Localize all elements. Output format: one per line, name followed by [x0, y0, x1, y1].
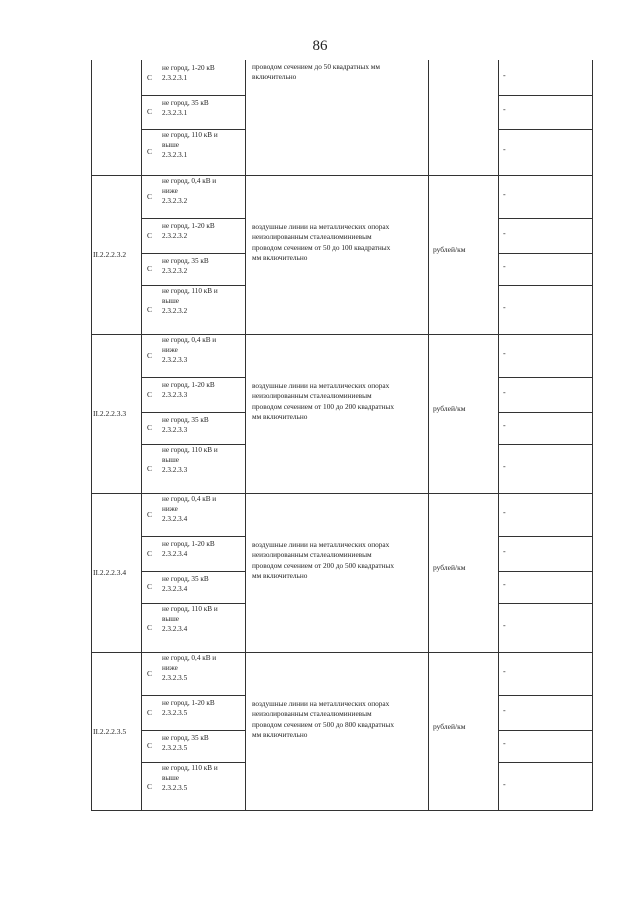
table-horizontal-rule [498, 253, 593, 254]
sub-item-cell [141, 218, 245, 253]
sub-item-mark: С [147, 548, 153, 558]
sub-item-mark: С [147, 509, 153, 519]
sub-item-line: 2.3.2.3.4 [162, 625, 188, 633]
sub-item-cell [141, 253, 245, 285]
sub-item-line: не город, 110 кВ и [162, 287, 218, 295]
tariff-table [91, 60, 593, 810]
value-text: - [503, 580, 506, 589]
description-line: проводом сечением от 100 до 200 квадратных [252, 401, 394, 411]
sub-item-cell [141, 536, 245, 571]
row-code: II.2.2.2.3.4 [93, 568, 127, 577]
sub-item-cell [141, 571, 245, 603]
sub-item-text [162, 63, 215, 83]
sub-item-cell [141, 175, 245, 218]
sub-item-mark: С [147, 423, 153, 432]
value-text: - [503, 70, 506, 80]
sub-item-mark: С [147, 107, 153, 116]
sub-item-line: не город, 0,4 кВ и [162, 654, 217, 662]
sub-item-cell [141, 285, 245, 334]
table-vertical-rule [592, 60, 593, 811]
sub-item-text [162, 98, 209, 118]
description-text [252, 222, 390, 263]
sub-item-line: не город, 35 кВ [162, 734, 209, 742]
unit-cell: рублей/км [433, 721, 466, 731]
sub-item-line: 2.3.2.3.4 [162, 585, 188, 593]
value-cell [498, 95, 593, 129]
value-cell [498, 695, 593, 730]
value-cell [498, 285, 593, 334]
sub-item-cell [141, 95, 245, 129]
table-horizontal-rule [141, 412, 245, 413]
description-line: неизолированным сталеалюминиевым [252, 550, 372, 560]
sub-item-mark: С [147, 191, 153, 201]
sub-item-cell [141, 603, 245, 652]
sub-item-mark: С [147, 707, 153, 717]
value-cell [498, 762, 593, 811]
description-line: воздушные линии на металлических опорах [252, 699, 390, 708]
description-line: мм включительно [252, 411, 308, 421]
sub-item-line: не город, 35 кВ [162, 257, 209, 265]
table-horizontal-rule [141, 730, 245, 731]
unit-cell: рублей/км [433, 562, 466, 572]
description-text [252, 699, 394, 740]
sub-item-line: ниже [162, 346, 178, 354]
description-line: воздушные линии на металлических опорах [252, 540, 390, 549]
value-cell [498, 730, 593, 762]
description-cell [245, 652, 428, 811]
sub-item-line: ниже [162, 664, 178, 672]
sub-item-line: выше [162, 297, 179, 305]
value-text: - [503, 228, 506, 238]
table-horizontal-rule [141, 603, 245, 604]
sub-item-cell [141, 444, 245, 493]
table-horizontal-rule [141, 762, 245, 763]
sub-item-text [162, 653, 216, 683]
sub-item-line: 2.3.2.3.2 [162, 232, 188, 240]
sub-item-line: 2.3.2.3.2 [162, 307, 188, 315]
row-code: II.2.2.2.3.2 [93, 250, 127, 259]
sub-item-line: не город, 1-20 кВ [162, 222, 215, 230]
table-horizontal-rule [498, 412, 593, 413]
sub-item-text [162, 286, 218, 316]
sub-item-line: 2.3.2.3.5 [162, 784, 188, 792]
value-cell [498, 218, 593, 253]
sub-item-cell [141, 334, 245, 377]
sub-item-line: 2.3.2.3.3 [162, 426, 188, 434]
sub-item-line: не город, 35 кВ [162, 575, 209, 583]
sub-item-cell [141, 652, 245, 695]
description-line: мм включительно [252, 252, 308, 262]
table-horizontal-rule [498, 218, 593, 219]
sub-item-text [162, 335, 216, 365]
table-horizontal-rule [498, 129, 593, 130]
sub-item-text [162, 698, 215, 718]
description-line: мм включительно [252, 729, 308, 739]
sub-item-line: 2.3.2.3.1 [162, 151, 188, 159]
sub-item-text [162, 539, 215, 559]
description-text [252, 62, 380, 83]
description-line: проводом сечением от 50 до 100 квадратных [252, 242, 391, 252]
sub-item-line: не город, 1-20 кВ [162, 64, 215, 72]
sub-item-line: выше [162, 615, 179, 623]
description-line: неизолированным сталеалюминиевым [252, 232, 372, 242]
table-horizontal-rule [91, 175, 593, 176]
description-line: воздушные линии на металлических опорах [252, 381, 390, 390]
value-cell [498, 175, 593, 218]
description-cell [245, 334, 428, 493]
sub-item-text [162, 380, 215, 400]
sub-item-cell [141, 762, 245, 811]
description-text [252, 540, 394, 581]
sub-item-line: не город, 1-20 кВ [162, 699, 215, 707]
sub-item-mark: С [147, 582, 153, 591]
unit-cell: рублей/км [433, 244, 466, 254]
value-cell [498, 129, 593, 175]
sub-item-line: не город, 1-20 кВ [162, 540, 215, 548]
sub-item-cell [141, 377, 245, 412]
value-text: - [503, 779, 506, 789]
table-horizontal-rule [91, 810, 593, 811]
value-text: - [503, 262, 506, 271]
description-cell [245, 175, 428, 334]
value-cell [498, 444, 593, 493]
description-cell [245, 493, 428, 652]
value-cell [498, 60, 593, 95]
sub-item-line: ниже [162, 187, 178, 195]
value-cell [498, 652, 593, 695]
description-line: проводом сечением от 200 до 500 квадратных [252, 560, 394, 570]
sub-item-line: ниже [162, 505, 178, 513]
table-horizontal-rule [141, 536, 245, 537]
table-horizontal-rule [91, 334, 593, 335]
sub-item-mark: С [147, 304, 153, 314]
description-line: мм включительно [252, 570, 308, 580]
sub-item-mark: С [147, 230, 153, 240]
sub-item-line: 2.3.2.3.2 [162, 197, 188, 205]
sub-item-text [162, 445, 218, 475]
sub-item-text [162, 604, 218, 634]
sub-item-mark: С [147, 668, 153, 678]
sub-item-line: не город, 0,4 кВ и [162, 177, 217, 185]
table-horizontal-rule [141, 444, 245, 445]
table-horizontal-rule [498, 377, 593, 378]
sub-item-line: выше [162, 456, 179, 464]
sub-item-text [162, 221, 215, 241]
sub-item-text [162, 763, 218, 793]
value-text: - [503, 620, 506, 630]
sub-item-mark: С [147, 72, 153, 82]
sub-item-mark: С [147, 389, 153, 399]
table-horizontal-rule [141, 695, 245, 696]
value-cell [498, 603, 593, 652]
sub-item-text [162, 176, 216, 206]
value-cell [498, 377, 593, 412]
sub-item-line: 2.3.2.3.3 [162, 356, 188, 364]
sub-item-line: 2.3.2.3.3 [162, 391, 188, 399]
description-line: неизолированным сталеалюминиевым [252, 391, 372, 401]
value-text: - [503, 145, 506, 154]
table-horizontal-rule [91, 493, 593, 494]
sub-item-cell [141, 60, 245, 95]
sub-item-line: не город, 35 кВ [162, 416, 209, 424]
sub-item-line: не город, 0,4 кВ и [162, 336, 217, 344]
sub-item-line: 2.3.2.3.3 [162, 466, 188, 474]
unit-cell: рублей/км [433, 403, 466, 413]
table-horizontal-rule [498, 762, 593, 763]
sub-item-line: не город, 35 кВ [162, 99, 209, 107]
value-cell [498, 334, 593, 377]
table-horizontal-rule [498, 603, 593, 604]
description-text [252, 381, 394, 422]
value-text: - [503, 421, 506, 430]
table-vertical-rule [141, 60, 142, 811]
row-code: II.2.2.2.3.5 [93, 727, 127, 736]
value-text: - [503, 189, 506, 199]
sub-item-mark: С [147, 264, 153, 273]
sub-item-text [162, 256, 209, 276]
sub-item-cell [141, 695, 245, 730]
sub-item-mark: С [147, 147, 153, 156]
value-text: - [503, 387, 506, 397]
table-horizontal-rule [498, 730, 593, 731]
sub-item-line: 2.3.2.3.5 [162, 744, 188, 752]
value-text: - [503, 739, 506, 748]
table-vertical-rule [245, 60, 246, 811]
description-line: включительно [252, 72, 297, 82]
description-cell [245, 60, 428, 175]
sub-item-text [162, 415, 209, 435]
table-horizontal-rule [141, 571, 245, 572]
row-code: II.2.2.2.3.3 [93, 409, 127, 418]
value-cell [498, 571, 593, 603]
table-horizontal-rule [498, 695, 593, 696]
table-vertical-rule [91, 60, 92, 811]
sub-item-line: 2.3.2.3.1 [162, 109, 188, 117]
table-horizontal-rule [498, 95, 593, 96]
sub-item-line: 2.3.2.3.5 [162, 674, 188, 682]
table-vertical-rule [498, 60, 499, 811]
sub-item-line: 2.3.2.3.4 [162, 515, 188, 523]
sub-item-cell [141, 730, 245, 762]
sub-item-line: 2.3.2.3.5 [162, 709, 188, 717]
description-line: воздушные линии на металлических опорах [252, 222, 390, 231]
sub-item-line: не город, 0,4 кВ и [162, 495, 217, 503]
description-line: неизолированным сталеалюминиевым [252, 709, 372, 719]
sub-item-line: не город, 110 кВ и [162, 446, 218, 454]
table-horizontal-rule [141, 95, 245, 96]
sub-item-line: выше [162, 141, 179, 149]
value-text: - [503, 105, 506, 114]
value-cell [498, 493, 593, 536]
page-number: 86 [312, 38, 328, 54]
table-horizontal-rule [498, 444, 593, 445]
sub-item-mark: С [147, 350, 153, 360]
description-line: проводом сечением от 500 до 800 квадратных [252, 719, 394, 729]
sub-item-cell [141, 129, 245, 175]
sub-item-line: 2.3.2.3.4 [162, 550, 188, 558]
table-horizontal-rule [141, 377, 245, 378]
table-vertical-rule [428, 60, 429, 811]
value-text: - [503, 302, 506, 312]
sub-item-text [162, 130, 218, 160]
table-horizontal-rule [498, 285, 593, 286]
value-text: - [503, 348, 506, 358]
value-text: - [503, 507, 506, 517]
sub-item-text [162, 733, 209, 753]
table-horizontal-rule [498, 571, 593, 572]
sub-item-mark: С [147, 781, 153, 791]
table-horizontal-rule [141, 285, 245, 286]
value-text: - [503, 461, 506, 471]
value-cell [498, 412, 593, 444]
value-text: - [503, 666, 506, 676]
sub-item-text [162, 574, 209, 594]
sub-item-line: не город, 110 кВ и [162, 131, 218, 139]
sub-item-line: не город, 110 кВ и [162, 605, 218, 613]
sub-item-cell [141, 493, 245, 536]
sub-item-text [162, 494, 216, 524]
sub-item-line: выше [162, 774, 179, 782]
table-horizontal-rule [91, 652, 593, 653]
table-horizontal-rule [141, 129, 245, 130]
description-line: проводом сечением до 50 квадратных мм [252, 62, 381, 71]
value-text: - [503, 705, 506, 715]
table-horizontal-rule [141, 218, 245, 219]
sub-item-cell [141, 412, 245, 444]
sub-item-line: не город, 110 кВ и [162, 764, 218, 772]
sub-item-mark: С [147, 622, 153, 632]
sub-item-line: 2.3.2.3.2 [162, 267, 188, 275]
table-horizontal-rule [498, 536, 593, 537]
sub-item-line: не город, 1-20 кВ [162, 381, 215, 389]
sub-item-mark: С [147, 741, 153, 750]
value-cell [498, 536, 593, 571]
value-text: - [503, 546, 506, 556]
sub-item-line: 2.3.2.3.1 [162, 74, 188, 82]
value-cell [498, 253, 593, 285]
table-horizontal-rule [141, 253, 245, 254]
sub-item-mark: С [147, 463, 153, 473]
